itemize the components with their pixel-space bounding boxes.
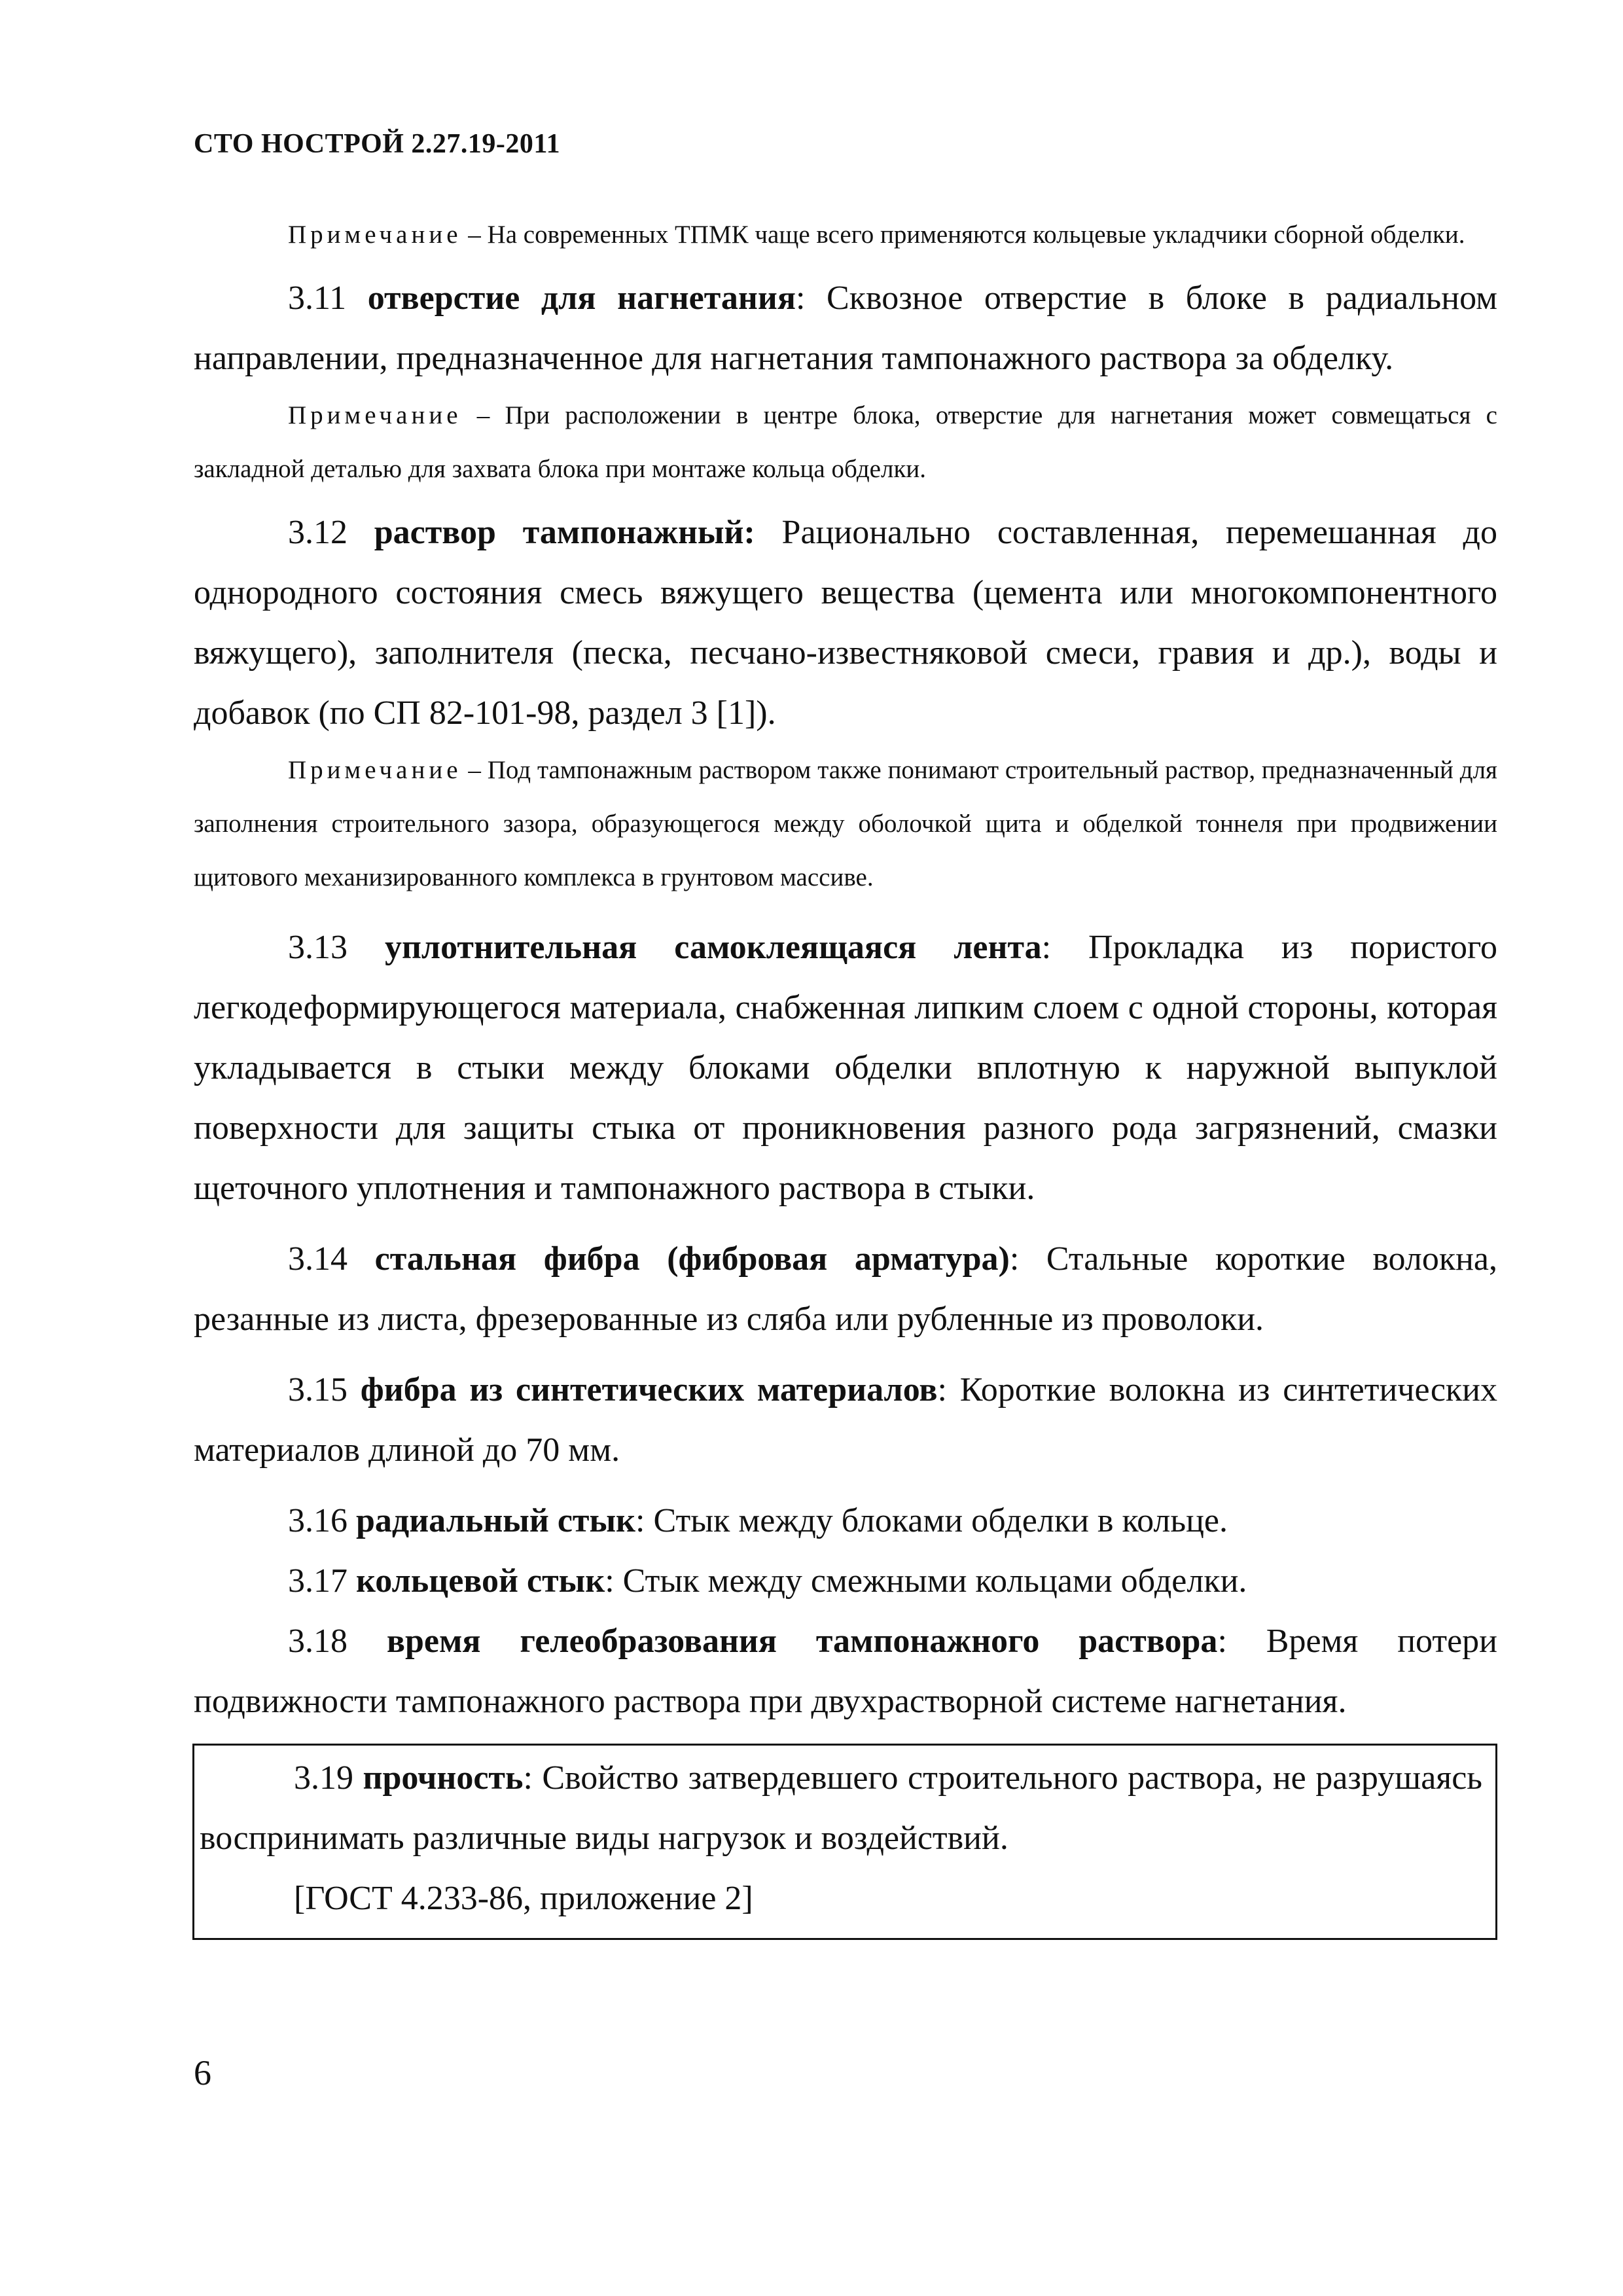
- term-definition: : Сквозное отверстие в блоке в радиальном направлении, предназначенное для нагнетания тампонажного раствора за обделку.: [194, 279, 1497, 377]
- note-label: Примечание: [288, 401, 462, 429]
- term-name: кольцевой стык: [356, 1562, 605, 1600]
- term-number: 3.11: [288, 279, 368, 317]
- term-3-16: [194, 1491, 1497, 1551]
- term-definition: : Стык между блоками обделки в кольце.: [635, 1502, 1228, 1539]
- term-name: время гелеобразования тампонажного раствора: [386, 1623, 1218, 1660]
- term-number: 3.13: [288, 929, 385, 966]
- term-number: 3.14: [288, 1240, 375, 1278]
- term-number: 3.12: [288, 514, 374, 551]
- term-name: уплотнительная самоклеящаяся лента: [384, 929, 1042, 966]
- term-source: [ГОСТ 4.233-86, приложение 2]: [294, 1880, 753, 1917]
- term-name: прочность: [363, 1759, 524, 1797]
- term-name: отверстие для нагнетания: [367, 279, 796, 317]
- note-1: [194, 208, 1497, 262]
- note-text: – На современных ТПМК чаще всего применяются кольцевые укладчики сборной обделки.: [461, 221, 1465, 249]
- term-3-12: [194, 503, 1497, 744]
- note-2: [194, 389, 1497, 496]
- term-definition: : Стык между смежными кольцами обделки.: [605, 1562, 1247, 1600]
- note-3: [194, 744, 1497, 905]
- page-header: СТО НОСТРОЙ 2.27.19-2011: [194, 129, 561, 159]
- page-number: 6: [194, 2053, 211, 2092]
- term-name: фибра из синтетических материалов: [360, 1371, 938, 1408]
- term-3-17: [194, 1551, 1497, 1611]
- term-3-18: [194, 1611, 1497, 1732]
- term-definition: : Время потери подвижности тампонажного раствора при двухрастворной системе нагнетания.: [194, 1623, 1497, 1720]
- term-definition: : Прокладка из пористого легкодеформирующегося материала, снабженная липким слоем с одной стороны, которая укладывается в стыки между блоками обделки вплотную к наружной выпуклой поверхности для защиты стыка от проникновения разного рода загрязнений, смазки щеточного уплотнения и тампонажного раствора в стыки.: [194, 929, 1498, 1207]
- term-3-19-box: [192, 1744, 1497, 1940]
- term-name: радиальный стык: [356, 1502, 636, 1539]
- term-3-19: [200, 1748, 1482, 1869]
- term-definition: : Короткие волокна из синтетических материалов длиной до 70 мм.: [194, 1371, 1498, 1469]
- term-3-15: [194, 1360, 1497, 1480]
- term-number: 3.15: [288, 1371, 361, 1408]
- term-3-14: [194, 1229, 1497, 1350]
- term-number: 3.19: [294, 1759, 363, 1797]
- note-text: – При расположении в центре блока, отверстие для нагнетания может совмещаться с закладной деталью для захвата блока при монтаже кольца обделки.: [194, 401, 1497, 483]
- note-text: – Под тампонажным раствором также понимают строительный раствор, предназначенный для заполнения строительного зазора, образующегося между оболочкой щита и обделкой тоннеля при продвижении щитового механизированного комплекса в грунтовом массиве.: [194, 756, 1497, 891]
- note-label: Примечание: [288, 221, 462, 249]
- term-name: раствор тампонажный:: [374, 514, 755, 551]
- term-name: стальная фибра (фибровая арматура): [374, 1240, 1010, 1278]
- term-number: 3.18: [288, 1623, 387, 1660]
- term-number: 3.16: [288, 1502, 356, 1539]
- note-label: Примечание: [288, 756, 462, 784]
- term-definition: Рационально составленная, перемешанная до однородного состояния смесь вяжущего вещества (цемента или многокомпонентного вяжущего), заполнителя (песка, песчано-известняковой смеси, гравия и др.), воды и добавок (по СП 82-101-98, раздел 3 [1]).: [194, 514, 1497, 732]
- term-3-11: [194, 268, 1497, 389]
- term-definition: : Свойство затвердевшего строительного раствора, не разрушаясь воспринимать различные виды нагрузок и воздействий.: [200, 1759, 1483, 1857]
- term-number: 3.17: [288, 1562, 356, 1600]
- term-definition: : Стальные короткие волокна, резанные из листа, фрезерованные из сляба или рубленные из проволоки.: [194, 1240, 1497, 1338]
- term-3-13: [194, 918, 1497, 1219]
- page-content: [194, 208, 1497, 1940]
